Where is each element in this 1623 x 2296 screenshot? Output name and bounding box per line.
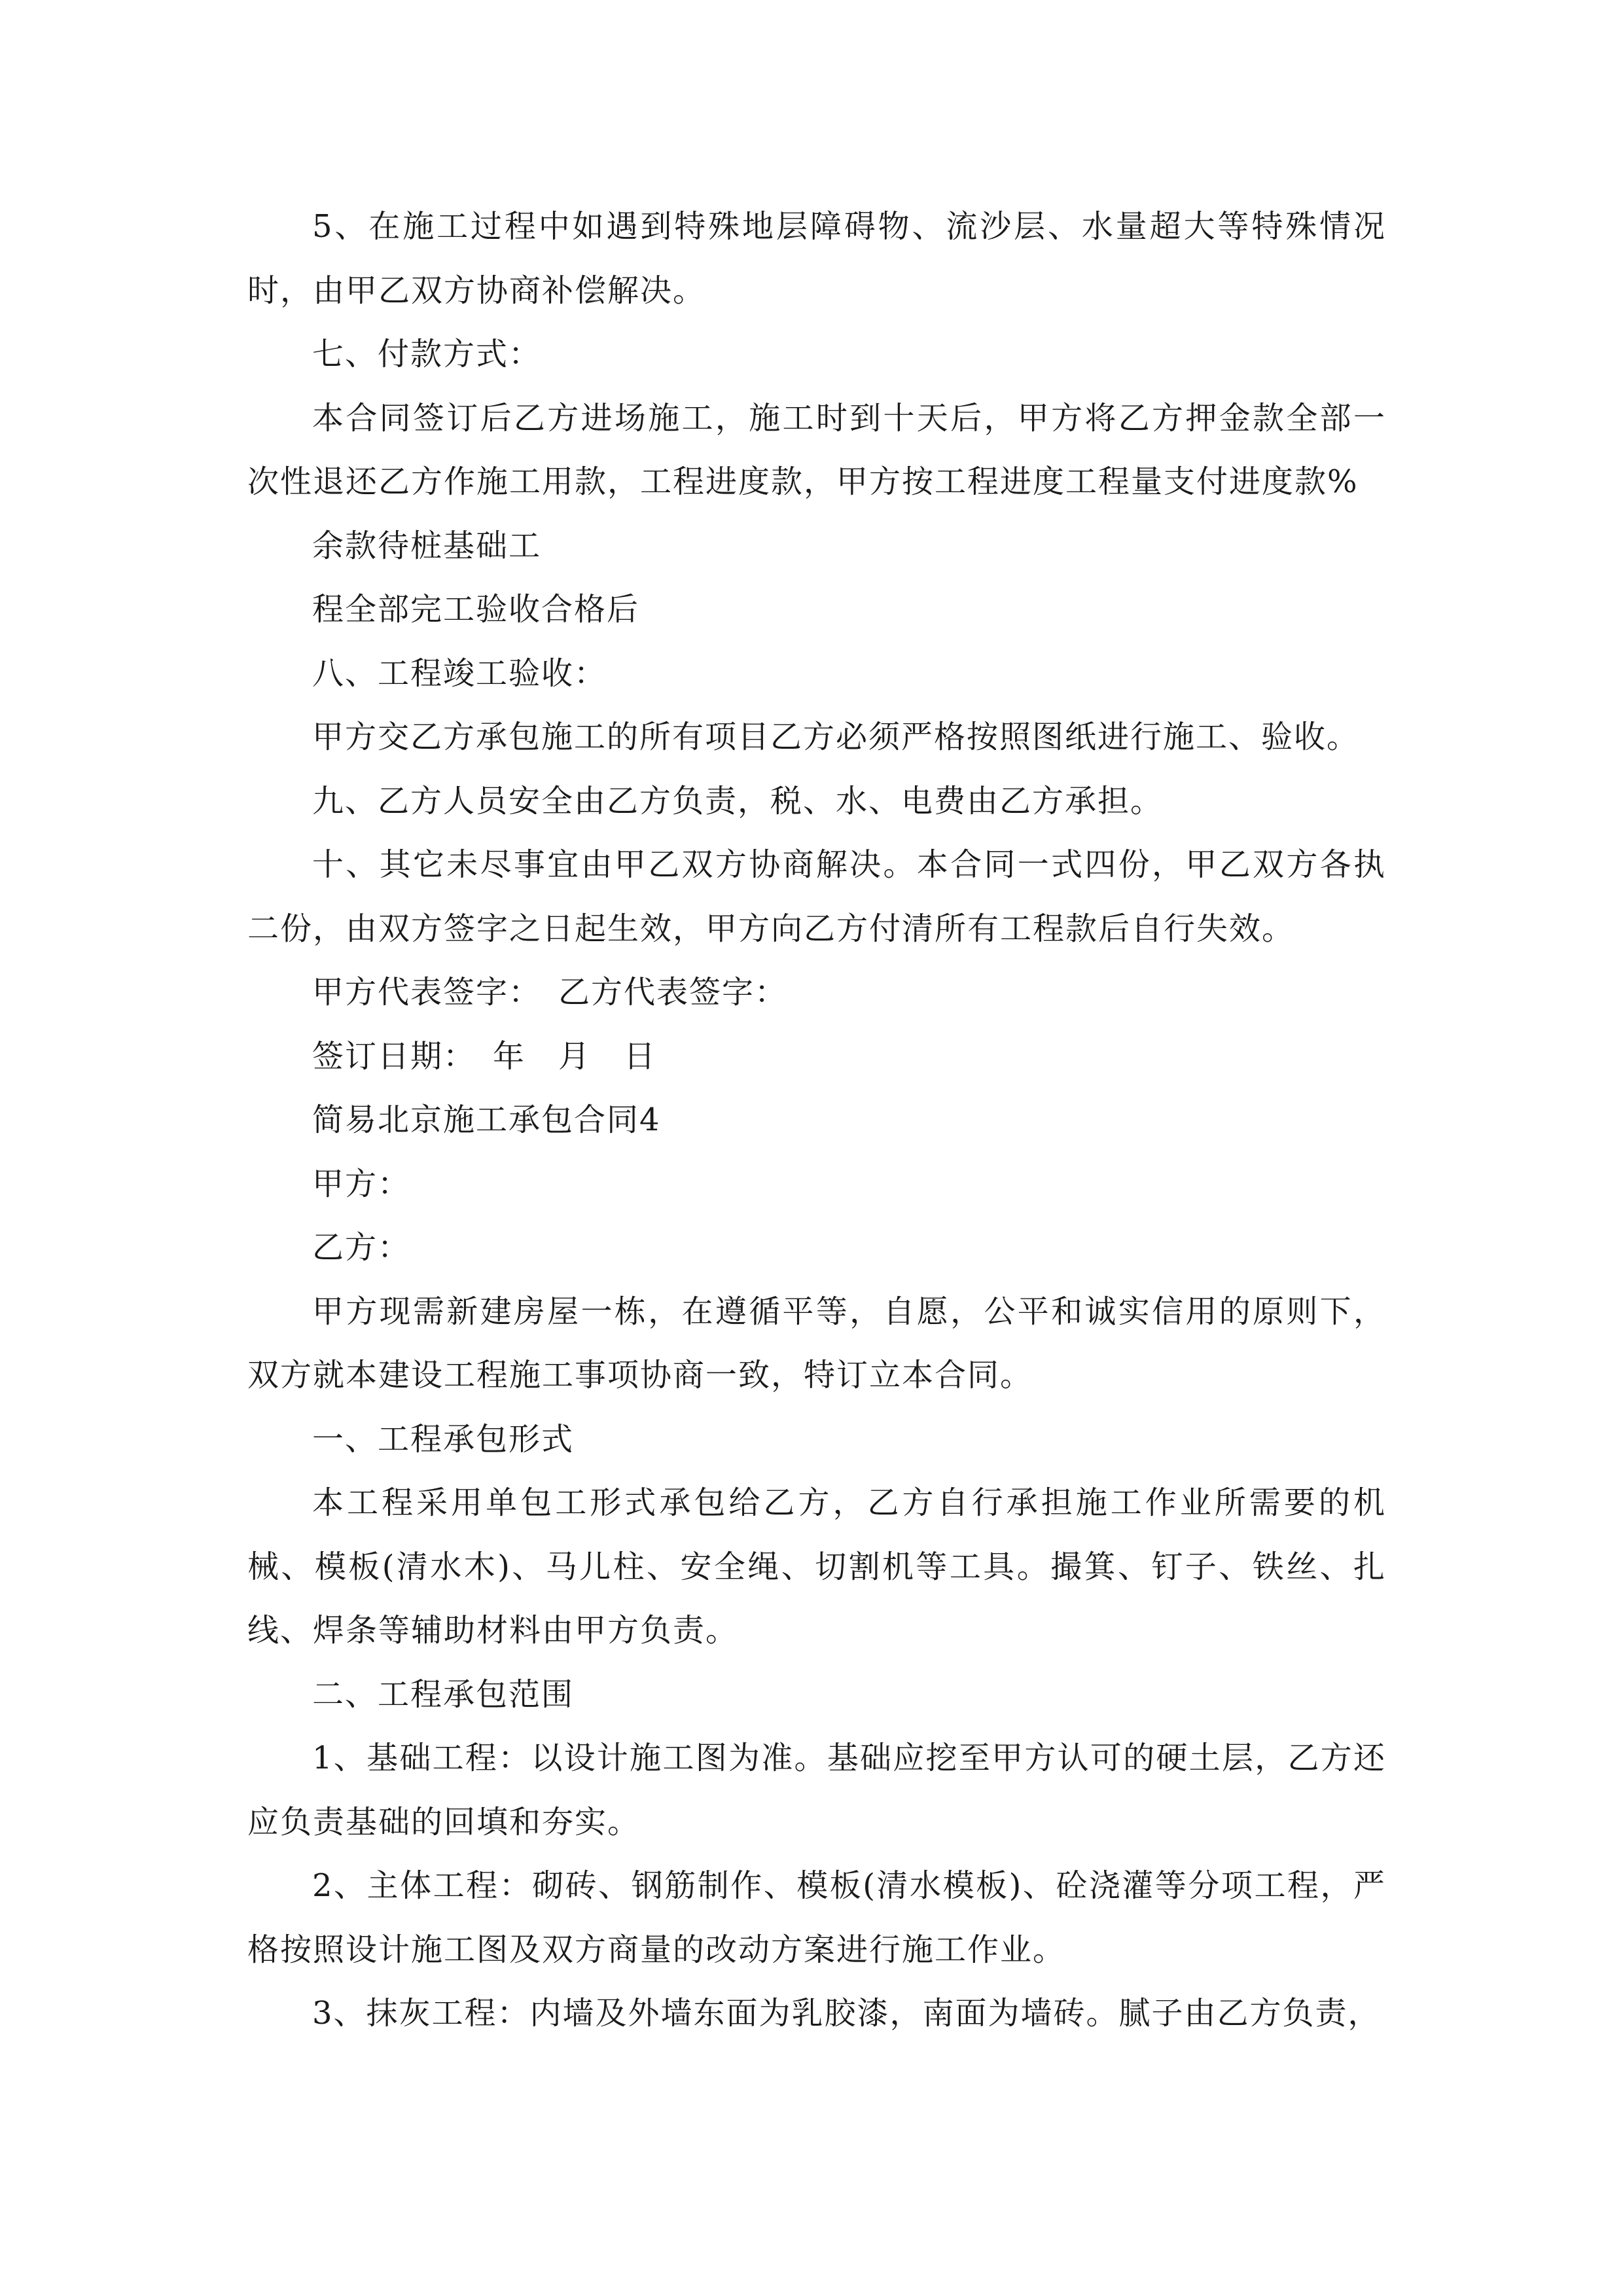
section-10-paragraph: 十、其它未尽事宜由甲乙双方协商解决。本合同一式四份，甲乙双方各执二份，由双方签字之日起生效，甲方向乙方付清所有工程款后自行失效。 — [247, 846, 1386, 947]
balance-line-1: 余款待桩基础工 — [312, 527, 542, 564]
section-8-heading: 八、工程竣工验收： — [312, 655, 607, 692]
contracting-form-paragraph: 本工程采用单包工形式承包给乙方，乙方自行承担施工作业所需要的机械、模板(清水木)、马儿柱、安全绳、切割机等工具。撮箕、钉子、铁丝、扎线、焊条等辅助材料由甲方负责。 — [247, 1484, 1386, 1649]
acceptance-paragraph: 甲方交乙方承包施工的所有项目乙方必须严格按照图纸进行施工、验收。 — [312, 719, 1360, 755]
signature-line: 甲方代表签字： 乙方代表签字： — [312, 974, 788, 1011]
clause-5-special-conditions: 5、在施工过程中如遇到特殊地层障碍物、流沙层、水量超大等特殊情况时，由甲乙双方协商补偿解决。 — [247, 208, 1386, 309]
foundation-work-paragraph: 1、基础工程：以设计施工图为准。基础应挖至甲方认可的硬土层，乙方还应负责基础的回填和夯实。 — [247, 1740, 1386, 1840]
section-9-paragraph: 九、乙方人员安全由乙方负责，税、水、电费由乙方承担。 — [312, 782, 1164, 819]
sign-date-line: 签订日期： 年 月 日 — [312, 1037, 657, 1075]
contract-title: 简易北京施工承包合同4 — [312, 1102, 661, 1138]
preamble-paragraph: 甲方现需新建房屋一栋，在遵循平等，自愿，公平和诚实信用的原则下，双方就本建设工程施工事项协商一致，特订立本合同。 — [247, 1293, 1386, 1393]
section-1-heading: 一、工程承包形式 — [312, 1420, 575, 1458]
payment-terms-paragraph: 本合同签订后乙方进场施工，施工时到十天后，甲方将乙方押金款全部一次性退还乙方作施工用款，工程进度款，甲方按工程进度工程量支付进度款% — [247, 399, 1386, 500]
balance-line-2: 程全部完工验收合格后 — [312, 591, 640, 628]
party-a-line: 甲方： — [312, 1165, 411, 1202]
party-b-line: 乙方： — [312, 1229, 411, 1266]
main-structure-paragraph: 2、主体工程：砌砖、钢筋制作、模板(清水模板)、砼浇灌等分项工程，严格按照设计施工图及双方商量的改动方案进行施工作业。 — [247, 1867, 1386, 1968]
plastering-paragraph: 3、抹灰工程：内墙及外墙东面为乳胶漆，南面为墙砖。腻子由乙方负责， — [312, 1995, 1381, 2032]
section-7-heading: 七、付款方式： — [312, 336, 542, 372]
section-2-heading: 二、工程承包范围 — [312, 1676, 575, 1713]
document-page — [247, 195, 1386, 2046]
